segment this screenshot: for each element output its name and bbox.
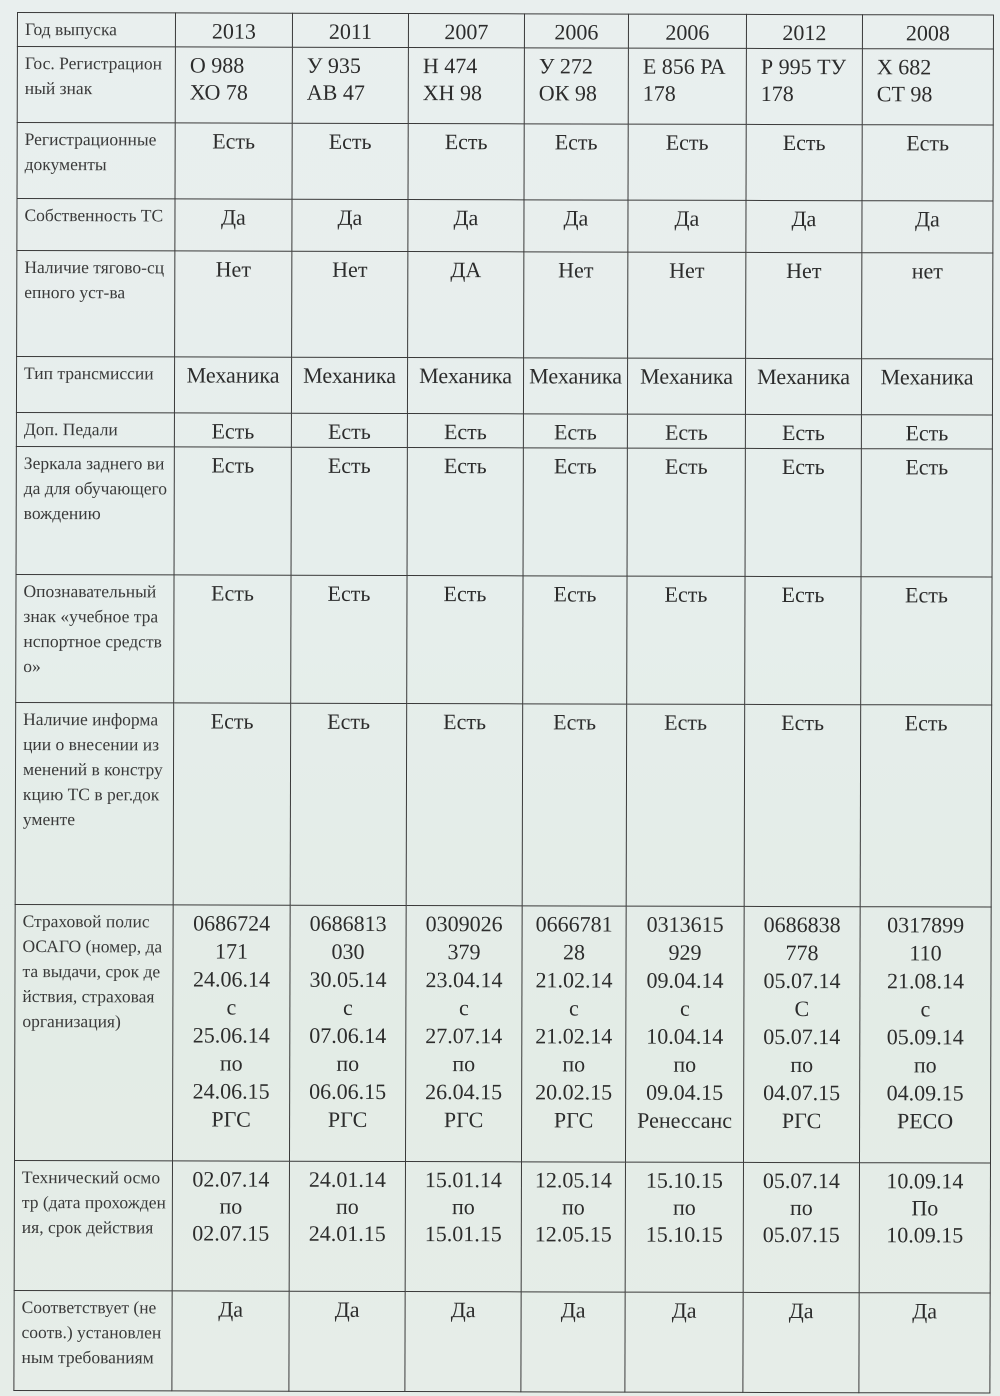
cell-line: 379 [447, 939, 481, 965]
table-row-osago [14, 904, 991, 1163]
cell-line: Да [671, 1297, 697, 1323]
cell-line: Есть [554, 129, 598, 155]
cell-line: Да [915, 206, 940, 232]
cell-line: Есть [443, 453, 487, 479]
table-row-hitch [17, 251, 993, 360]
cell-hitch-1 [175, 251, 292, 357]
cell-line: с [226, 994, 237, 1020]
cell-line: Есть [781, 582, 825, 608]
cell-line: 2011 [328, 18, 373, 44]
cell-line: с [458, 995, 469, 1021]
cell-line: по [672, 1194, 696, 1220]
cell-line: 2006 [554, 19, 599, 45]
cell-trans-7 [861, 359, 992, 415]
cell-line: Есть [211, 418, 255, 444]
cell-line: 0686724 [193, 910, 271, 936]
cell-line: 2006 [665, 19, 710, 45]
cell-year-4 [524, 14, 628, 48]
cell-tech-2 [289, 1161, 405, 1291]
cell-line: 24.01.15 [308, 1220, 386, 1246]
cell-line: С [794, 996, 810, 1022]
cell-line: Есть [906, 130, 950, 156]
cell-line: 110 [909, 940, 942, 966]
cell-line: ДА [450, 257, 482, 283]
cell-line: Есть [211, 452, 255, 478]
row-label-own: Собственность ТС [17, 199, 175, 251]
cell-line: ХН 98 [422, 80, 483, 106]
cell-line: по [673, 1051, 697, 1077]
table-row-plate [17, 47, 993, 126]
cell-line: ХО 78 [189, 79, 248, 105]
cell-line: 30.05.14 [309, 966, 387, 992]
cell-line: с [342, 994, 353, 1020]
cell-line: 12.05.15 [534, 1221, 612, 1247]
cell-plate-6 [746, 48, 862, 124]
table-row-sign [16, 574, 992, 705]
cell-line: Механика [880, 364, 974, 390]
cell-line: Да [791, 206, 817, 232]
vehicle-table-body [14, 13, 994, 1394]
cell-own-2 [292, 199, 408, 251]
cell-hitch-3 [408, 252, 524, 358]
cell-line: 02.07.15 [192, 1220, 270, 1246]
cell-line: по [336, 1050, 360, 1076]
cell-line: Нет [558, 257, 594, 283]
table-row-docs [17, 123, 993, 202]
cell-line: 778 [785, 940, 819, 966]
cell-pedals-1 [174, 413, 291, 447]
cell-complies-4 [521, 1292, 625, 1392]
cell-complies-7 [859, 1293, 990, 1393]
document-sheet [13, 12, 993, 1394]
table-row-complies [14, 1290, 990, 1393]
cell-line: 0666781 [535, 911, 613, 937]
cell-line: РЕСО [896, 1108, 954, 1134]
cell-line: Р 995 ТУ [760, 53, 847, 80]
cell-line: Ренессанс [637, 1107, 733, 1133]
cell-line: 09.04.14 [646, 967, 724, 993]
cell-line: Да [218, 1296, 244, 1322]
cell-year-1 [175, 13, 292, 47]
cell-line: по [451, 1194, 475, 1220]
table-row-year [17, 13, 993, 50]
cell-hitch-6 [746, 252, 862, 358]
row-label-mirrors: Зеркала заднего вида для обучающего вождению [16, 446, 174, 574]
cell-line: 929 [668, 939, 702, 965]
cell-line: Есть [443, 581, 487, 607]
cell-line: 25.06.14 [192, 1022, 270, 1048]
cell-line: 10.09.15 [886, 1222, 964, 1248]
cell-line: Есть [327, 418, 371, 444]
table-row-own [17, 199, 993, 254]
cell-line: 07.06.14 [309, 1022, 387, 1048]
cell-line: 030 [331, 938, 365, 964]
cell-mirrors-4 [523, 448, 627, 576]
cell-tech-3 [405, 1162, 521, 1292]
cell-line: 15.01.14 [424, 1167, 502, 1193]
cell-line: по [789, 1195, 813, 1221]
cell-pedals-6 [745, 414, 861, 448]
cell-osago-5 [625, 906, 744, 1162]
cell-complies-5 [625, 1292, 743, 1392]
cell-line: РГС [443, 1107, 484, 1133]
row-label-complies: Соответствует (не соотв.) установленным требованиям [14, 1290, 172, 1390]
cell-line: Х 682 [876, 54, 932, 80]
cell-line: по [219, 1050, 243, 1076]
cell-tech-5 [625, 1162, 743, 1292]
cell-line: с [920, 996, 931, 1022]
cell-sign-5 [627, 576, 745, 704]
cell-line: с [568, 995, 579, 1021]
cell-line: Есть [665, 129, 709, 155]
cell-line: Да [450, 1297, 476, 1323]
cell-line: Есть [212, 128, 256, 154]
cell-docs-2 [292, 123, 408, 199]
cell-osago-7 [859, 907, 991, 1163]
cell-line: 0686813 [309, 910, 387, 936]
cell-hitch-2 [292, 251, 408, 357]
cell-pedals-7 [861, 415, 992, 449]
cell-line: 12.05.14 [534, 1167, 612, 1193]
cell-line: Нет [669, 257, 705, 283]
cell-tech-4 [521, 1162, 625, 1292]
cell-line: Есть [905, 420, 949, 446]
cell-line: 09.04.15 [646, 1079, 724, 1105]
cell-line: По [911, 1195, 939, 1221]
cell-line: У 272 [538, 53, 593, 79]
cell-tech-1 [172, 1161, 289, 1291]
cell-pedals-4 [523, 414, 627, 448]
cell-line: 2008 [905, 20, 950, 46]
cell-pedals-5 [627, 414, 745, 448]
cell-hitch-7 [862, 253, 993, 359]
cell-line: 20.02.15 [535, 1079, 613, 1105]
cell-line: по [561, 1194, 585, 1220]
cell-line: Механика [186, 362, 280, 388]
cell-line: по [790, 1052, 814, 1078]
table-row-trans [16, 357, 992, 416]
cell-docs-4 [524, 124, 628, 200]
cell-docs-5 [628, 124, 746, 200]
cell-line: РГС [211, 1106, 251, 1132]
cell-mirrors-6 [745, 448, 861, 576]
row-label-tech: Технический осмотр (дата прохождения, срок действия [14, 1160, 172, 1290]
cell-line: Есть [210, 708, 254, 734]
cell-line: 15.10.15 [645, 1167, 723, 1193]
cell-line: Есть [664, 419, 708, 445]
cell-line: 05.07.14 [763, 967, 841, 994]
cell-year-3 [408, 14, 524, 48]
cell-mirrors-7 [861, 449, 992, 577]
cell-line: Механика [303, 362, 397, 388]
cell-osago-3 [405, 906, 522, 1162]
cell-line: О 988 [189, 52, 245, 78]
cell-line: 04.07.15 [763, 1079, 841, 1106]
cell-plate-3 [408, 48, 524, 124]
cell-changes-5 [626, 704, 745, 906]
cell-trans-5 [627, 358, 745, 414]
cell-line: Есть [781, 710, 825, 736]
cell-changes-1 [173, 703, 291, 905]
cell-line: 2012 [782, 20, 827, 46]
cell-trans-4 [523, 358, 627, 414]
cell-line: 05.07.15 [762, 1221, 840, 1248]
cell-mirrors-2 [291, 447, 407, 575]
cell-mirrors-1 [174, 447, 291, 575]
cell-line: Да [788, 1298, 814, 1324]
cell-line: Да [563, 205, 589, 231]
cell-line: с [679, 995, 690, 1021]
row-label-osago: Страховой полис ОСАГО (номер, дата выдачи, срок действия, страховая организация) [14, 904, 173, 1160]
cell-line: 05.09.14 [886, 1024, 964, 1050]
cell-line: 10.09.14 [886, 1168, 964, 1194]
cell-own-6 [746, 200, 862, 252]
cell-line: Механика [419, 363, 513, 389]
cell-line: 21.02.14 [535, 1023, 613, 1049]
cell-line: Есть [553, 419, 597, 445]
cell-line: Да [560, 1297, 586, 1323]
cell-line: Да [912, 1298, 938, 1324]
cell-docs-7 [862, 125, 993, 201]
cell-plate-1 [175, 47, 292, 123]
row-label-year: Год выпуска [17, 13, 175, 47]
cell-line: АВ 47 [306, 79, 365, 105]
cell-sign-6 [745, 576, 861, 704]
cell-line: 178 [760, 80, 794, 107]
cell-plate-5 [628, 48, 746, 124]
cell-line: 05.07.14 [762, 1167, 840, 1194]
cell-own-5 [628, 200, 746, 252]
cell-line: Механика [529, 363, 623, 389]
table-row-changes [15, 702, 992, 907]
cell-plate-2 [292, 47, 408, 123]
cell-changes-6 [744, 704, 861, 906]
cell-line: Есть [553, 709, 597, 735]
cell-line: 0317899 [887, 912, 965, 938]
cell-line: СТ 98 [876, 81, 933, 107]
cell-pedals-2 [291, 413, 407, 447]
cell-sign-3 [407, 576, 523, 704]
cell-changes-3 [406, 704, 523, 906]
cell-line: Есть [443, 419, 487, 445]
row-label-hitch: Наличие тягово-сцепного уст-ва [17, 251, 175, 357]
cell-line: Да [674, 205, 700, 231]
cell-complies-1 [172, 1291, 289, 1391]
cell-line: 2013 [211, 18, 256, 44]
cell-changes-7 [860, 705, 992, 907]
cell-line: РГС [327, 1106, 368, 1132]
cell-line: 02.07.14 [192, 1166, 270, 1192]
row-label-trans: Тип трансмиссии [16, 357, 174, 413]
cell-line: Есть [444, 129, 488, 155]
cell-own-1 [175, 199, 292, 251]
cell-line: 21.08.14 [886, 968, 964, 994]
cell-year-2 [292, 13, 408, 47]
row-label-pedals: Доп. Педали [16, 412, 174, 446]
cell-complies-2 [289, 1291, 405, 1391]
vehicle-table [13, 12, 994, 1394]
cell-osago-6 [743, 906, 860, 1162]
cell-line: Механика [640, 363, 734, 389]
cell-line: 2007 [444, 19, 489, 45]
cell-line: 0309026 [425, 911, 503, 937]
cell-line: 06.06.15 [309, 1078, 387, 1104]
cell-own-3 [408, 200, 524, 252]
cell-docs-3 [408, 124, 524, 200]
cell-line: РГС [781, 1108, 822, 1134]
cell-line: Есть [905, 454, 949, 480]
cell-line: Н 474 [422, 53, 478, 79]
row-label-docs: Регистрационные документы [17, 123, 175, 199]
table-row-mirrors [16, 446, 992, 577]
cell-line: ОК 98 [538, 80, 597, 106]
cell-mirrors-5 [627, 448, 745, 576]
cell-sign-7 [861, 577, 992, 705]
row-label-changes: Наличие информации о внесении изменений в конструкцию ТС в рег.документе [15, 702, 174, 904]
cell-line: Есть [327, 708, 371, 734]
cell-line: У 935 [306, 52, 361, 78]
cell-line: 27.07.14 [425, 1023, 503, 1049]
table-row-pedals [16, 412, 992, 449]
cell-line: Да [453, 205, 479, 231]
cell-line: по [562, 1051, 586, 1077]
cell-line: Есть [443, 709, 487, 735]
cell-sign-4 [523, 576, 627, 704]
cell-line: 15.10.15 [645, 1221, 723, 1247]
cell-line: 0686838 [763, 911, 841, 938]
cell-trans-2 [291, 357, 407, 413]
cell-line: по [452, 1051, 476, 1077]
cell-plate-7 [862, 49, 993, 125]
cell-line: Есть [327, 580, 371, 606]
cell-line: 21.02.14 [535, 967, 613, 993]
cell-line: 0313615 [646, 911, 724, 937]
cell-pedals-3 [407, 414, 523, 448]
cell-line: 171 [215, 938, 249, 964]
cell-changes-2 [290, 703, 407, 905]
cell-trans-1 [174, 357, 291, 413]
cell-osago-1 [172, 905, 290, 1161]
cell-sign-2 [291, 575, 407, 703]
cell-line: Есть [553, 453, 597, 479]
cell-year-5 [628, 14, 746, 48]
cell-line: Есть [904, 710, 948, 736]
cell-line: Есть [211, 580, 254, 606]
cell-hitch-4 [524, 252, 628, 358]
cell-line: Есть [781, 420, 825, 446]
cell-line: РГС [553, 1107, 594, 1133]
cell-docs-1 [175, 123, 292, 199]
cell-line: Механика [757, 363, 851, 390]
cell-line: по [913, 1052, 937, 1078]
cell-complies-6 [743, 1292, 859, 1392]
cell-year-6 [746, 14, 862, 48]
cell-complies-3 [405, 1292, 521, 1392]
cell-trans-6 [745, 358, 861, 414]
cell-line: по [335, 1193, 359, 1219]
cell-own-4 [524, 200, 628, 252]
cell-line: 28 [563, 939, 586, 965]
cell-line: Нет [332, 256, 368, 282]
cell-mirrors-3 [407, 448, 523, 576]
table-row-tech [14, 1160, 990, 1293]
cell-line: по [219, 1193, 243, 1219]
cell-line: Нет [215, 256, 252, 282]
cell-line: Есть [664, 581, 708, 607]
cell-line: Есть [664, 709, 708, 735]
cell-line: Есть [905, 582, 948, 608]
cell-year-7 [862, 15, 993, 49]
cell-tech-7 [859, 1163, 990, 1293]
cell-line: 24.06.14 [192, 966, 271, 992]
cell-line: 04.09.15 [886, 1080, 964, 1106]
cell-line: 15.01.15 [424, 1221, 502, 1247]
cell-line: Есть [664, 453, 708, 479]
cell-line: 10.04.14 [646, 1023, 724, 1049]
cell-line: Да [337, 204, 363, 230]
cell-line: Есть [782, 130, 826, 156]
cell-trans-3 [407, 358, 523, 414]
cell-line: 05.07.14 [763, 1023, 841, 1050]
cell-line: нет [911, 258, 943, 284]
cell-line: Нет [786, 258, 822, 284]
cell-plate-4 [524, 48, 628, 124]
cell-own-7 [862, 201, 993, 253]
cell-line: 26.04.15 [425, 1079, 503, 1105]
cell-sign-1 [174, 575, 291, 703]
cell-line: Е 856 РА [642, 53, 726, 79]
cell-line: Есть [781, 454, 825, 480]
cell-osago-2 [289, 905, 406, 1161]
row-label-plate: Гос. Регистрационный знак [17, 47, 175, 123]
cell-line: Да [334, 1296, 360, 1322]
cell-line: Да [221, 204, 246, 230]
row-label-sign: Опознавательный знак «учебное транспортное средство» [16, 574, 174, 702]
cell-line: Есть [327, 452, 371, 478]
cell-tech-6 [743, 1162, 859, 1292]
cell-changes-4 [522, 704, 627, 906]
cell-hitch-5 [628, 252, 746, 358]
cell-line: Есть [553, 581, 597, 607]
cell-line: Есть [328, 128, 372, 154]
cell-line: 24.01.14 [308, 1166, 386, 1192]
cell-line: 24.06.15 [192, 1078, 270, 1104]
cell-line: 178 [642, 80, 676, 106]
cell-osago-4 [521, 906, 626, 1162]
cell-docs-6 [746, 124, 862, 200]
cell-line: 23.04.14 [425, 967, 503, 993]
